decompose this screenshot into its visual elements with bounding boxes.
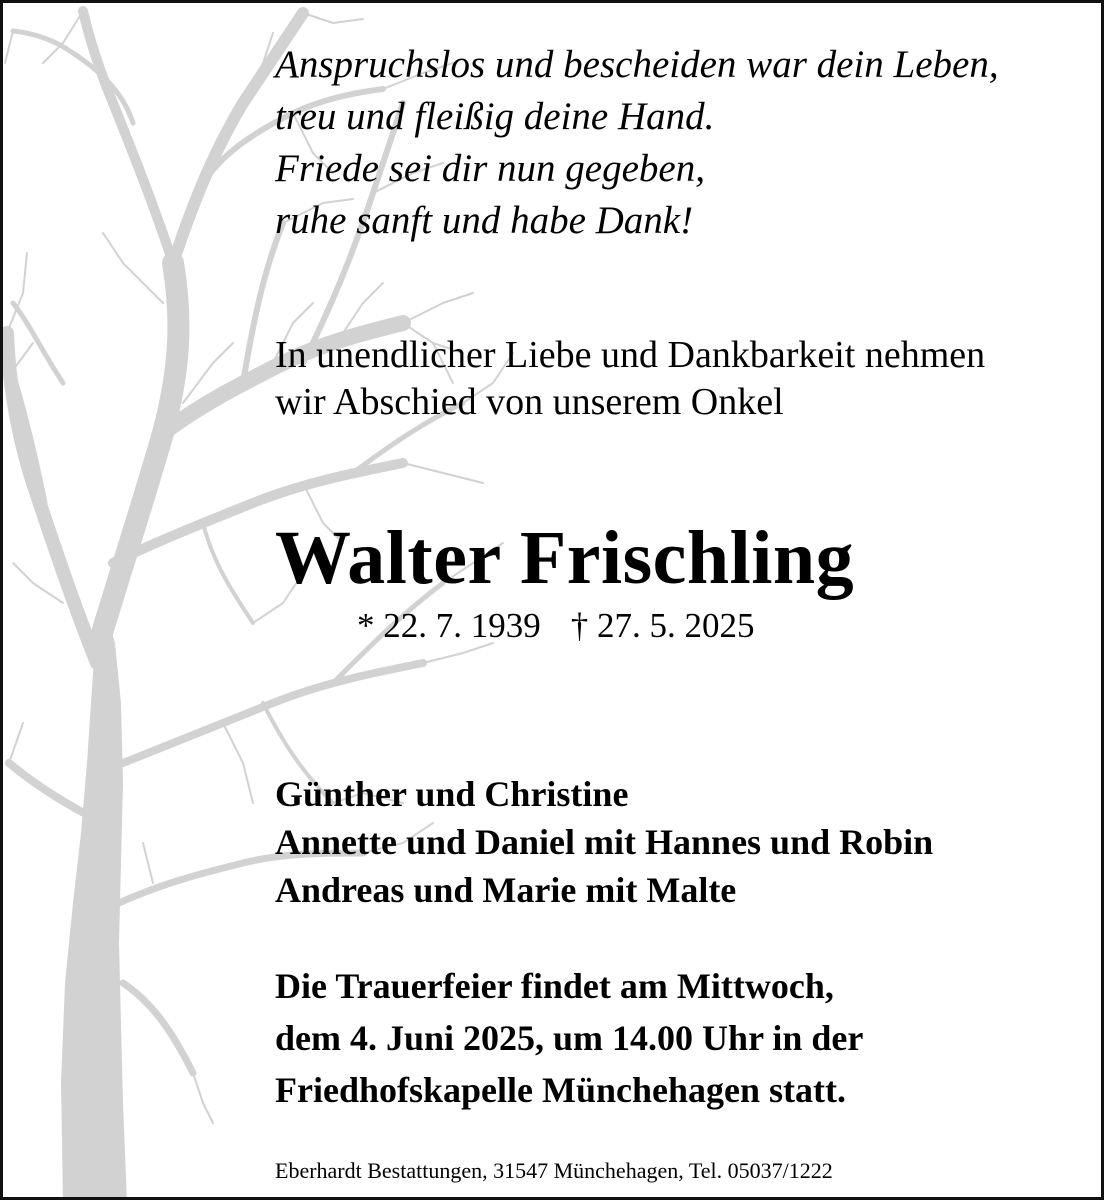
deceased-name: Walter Frischling [275, 516, 855, 600]
birth-date: * 22. 7. 1939 [357, 606, 541, 645]
intro-line: wir Abschied von unserem Onkel [275, 381, 784, 423]
mourner-line: Andreas und Marie mit Malte [275, 870, 737, 910]
notice-content [275, 39, 1071, 1116]
death-date: † 27. 5. 2025 [570, 606, 755, 645]
poem-line: ruhe sanft und habe Dank! [275, 199, 694, 242]
poem-line: Friede sei dir nun gegeben, [275, 147, 705, 190]
undertaker-contact: Eberhardt Bestattungen, 31547 Münchehagen, Tel. 05037/1222 [275, 1158, 833, 1183]
mourner-line: Günther und Christine [275, 774, 629, 814]
ceremony-line: Friedhofskapelle Münchehagen statt. [275, 1070, 846, 1110]
intro-line: In unendlicher Liebe und Dankbarkeit nehmen [275, 334, 986, 376]
poem-line: treu und fleißig deine Hand. [275, 95, 715, 138]
mourner-line: Annette und Daniel mit Hannes und Robin [275, 822, 934, 862]
ceremony-line: Die Trauerfeier findet am Mittwoch, [275, 966, 834, 1006]
funeral-ceremony-info [275, 960, 1071, 1116]
poem-line: Anspruchslos und bescheiden war dein Leben, [275, 43, 999, 86]
intro-text [275, 332, 1071, 426]
mourners-list [275, 770, 1071, 914]
memorial-poem [275, 39, 1071, 247]
ceremony-line: dem 4. Juni 2025, um 14.00 Uhr in der [275, 1018, 864, 1058]
life-dates [357, 604, 1071, 648]
